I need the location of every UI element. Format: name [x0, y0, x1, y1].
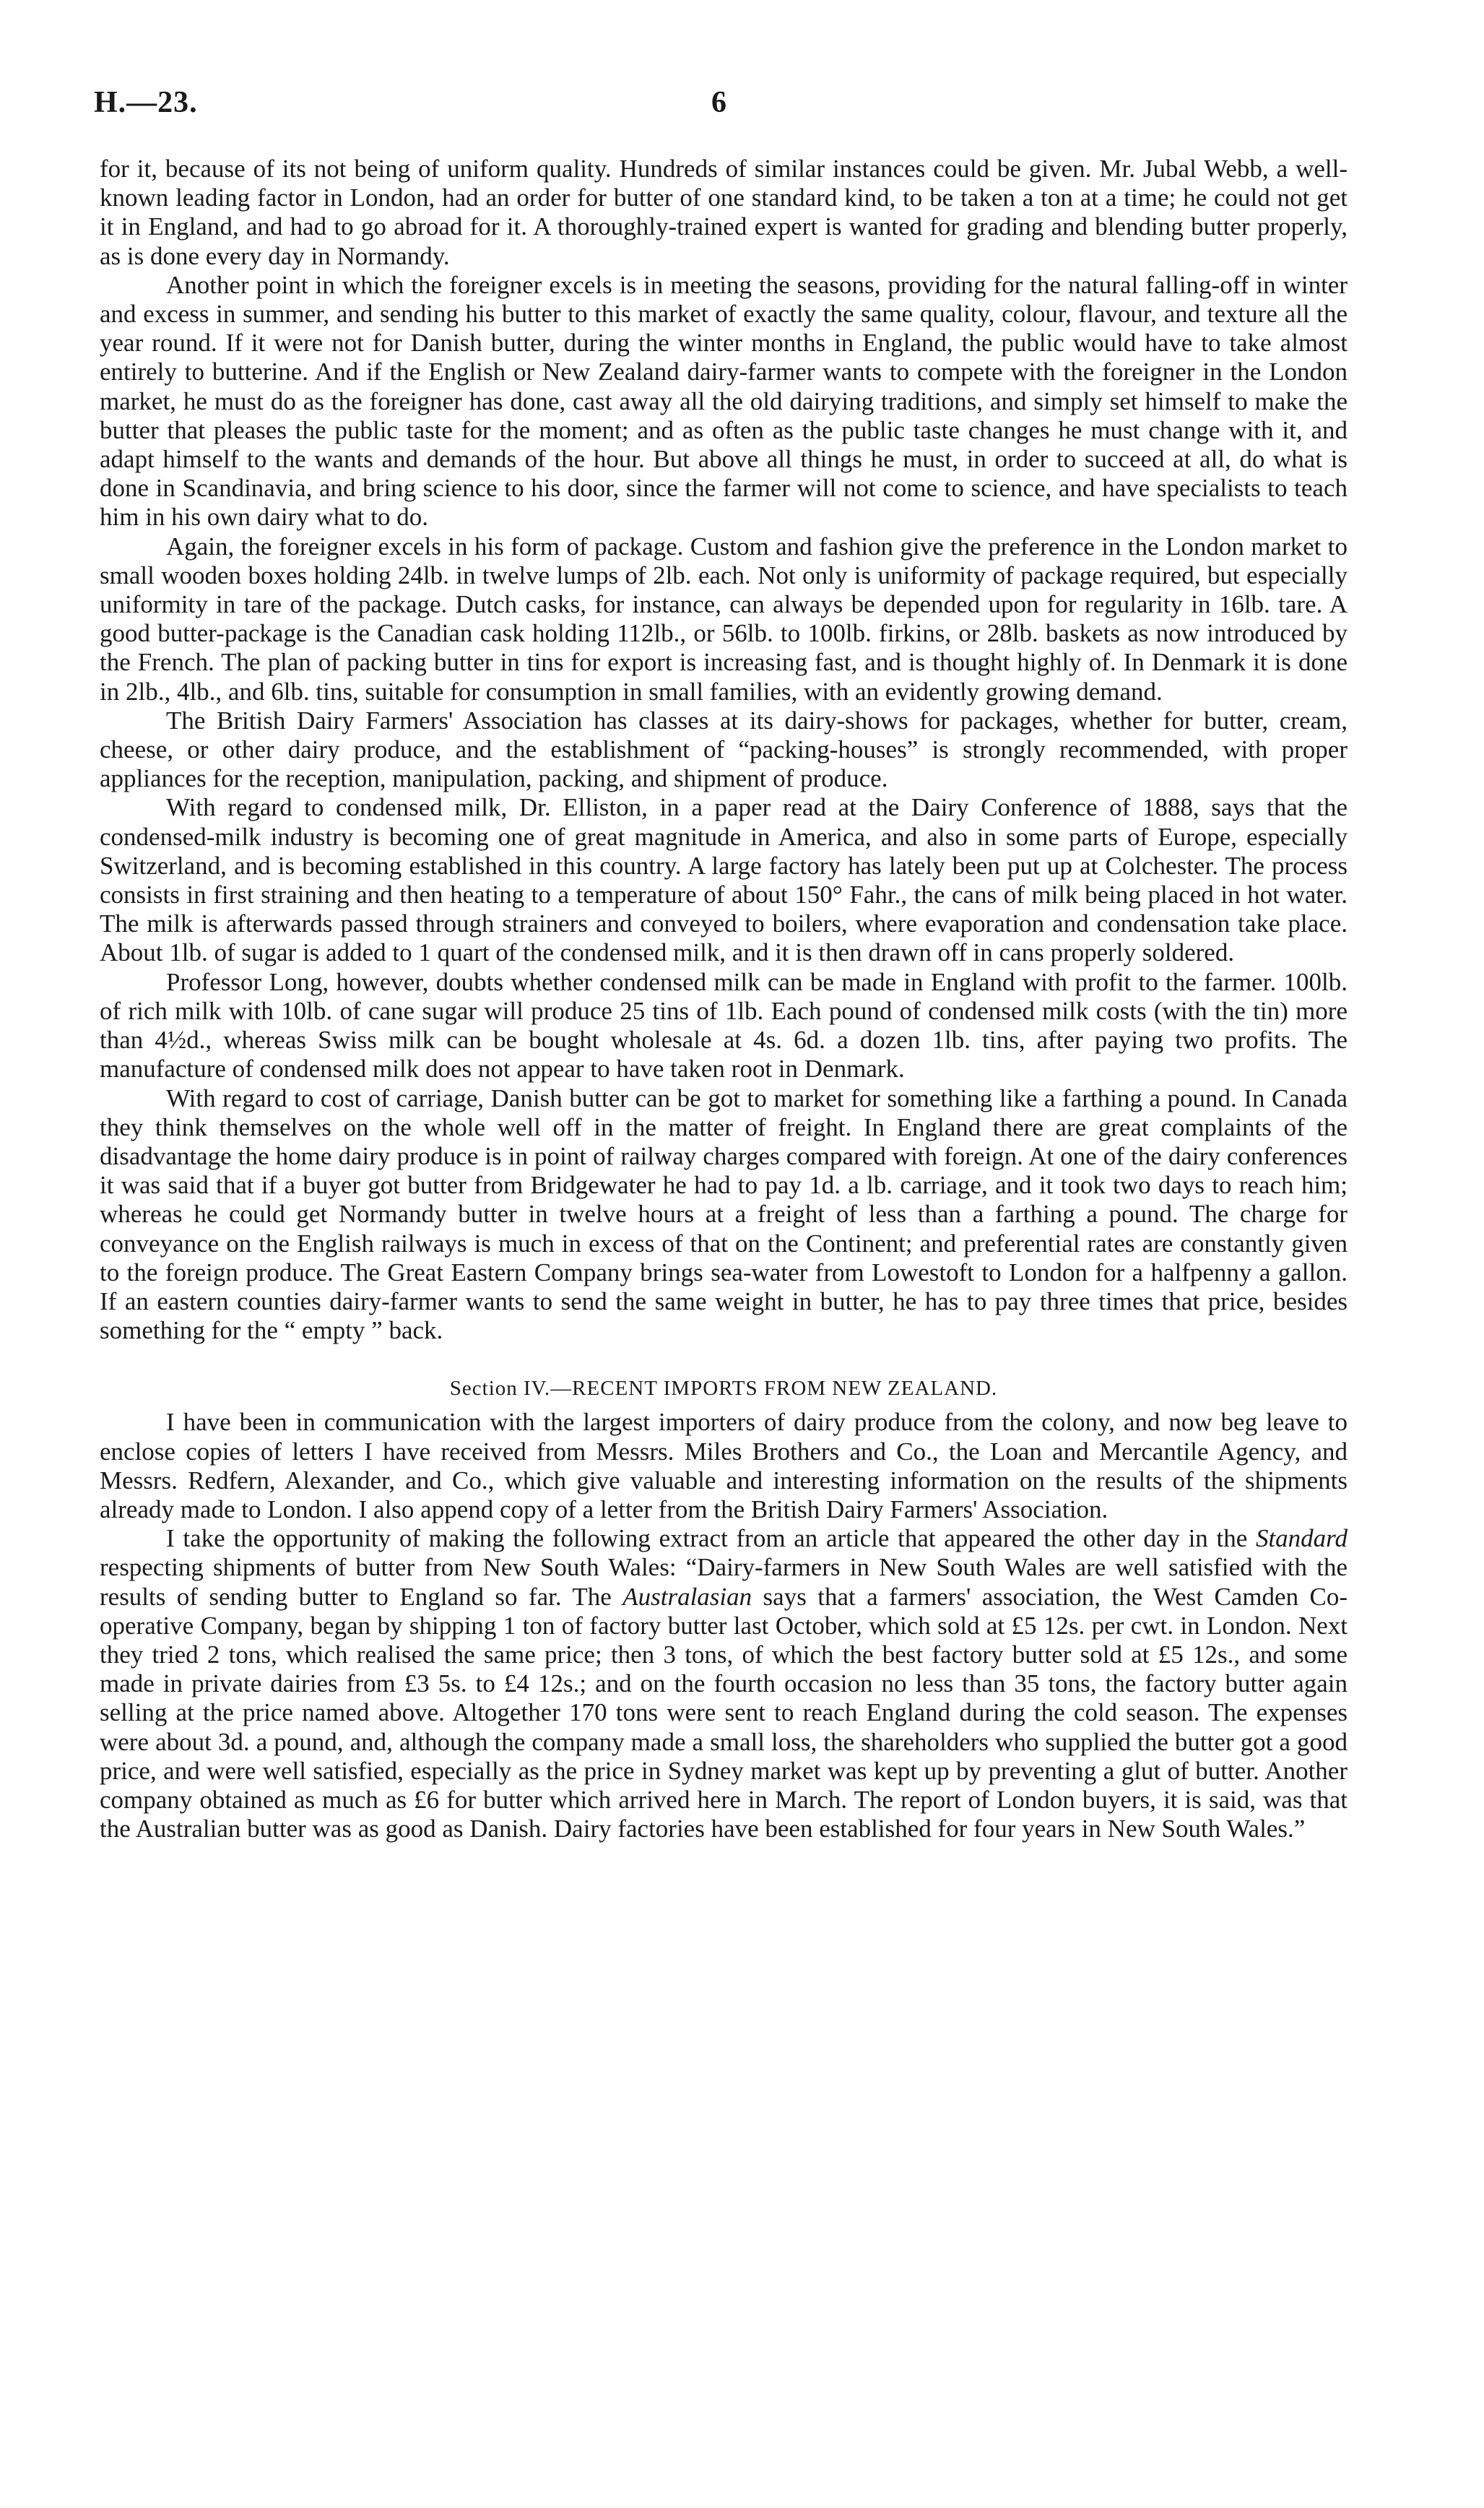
paragraph: Professor Long, however, doubts whether condensed milk can be made in England with profit to the farmer. 100lb. of rich milk with 10lb. of cane sugar will produce 25 tins of 1lb. Each pound of condensed milk costs (with the tin) more than 4½d., whereas Swiss milk can be bought wholesale at 4s. 6d. a dozen 1lb. tins, after paying two profits. The manufacture of condensed milk does not appear to have taken root in Denmark. [100, 967, 1348, 1084]
paragraph: I have been in communication with the largest importers of dairy produce from the colony, and now beg leave to enclose copies of letters I have received from Messrs. Miles Brothers and Co., the Loan and Mercantile Agency, and Messrs. Redfern, Alexander, and Co., which give valuable and interesting information on the results of the shipments already made to London. I also append copy of a letter from the British Dairy Farmers' Association. [100, 1408, 1348, 1523]
paragraph: With regard to condensed milk, Dr. Elliston, in a paper read at the Dairy Conference of 1888, says that the condensed-milk industry is becoming one of great magnitude in America, and also in some parts of Europe, especially Switzerland, and is becoming established in this country. A large factory has lately been put up at Colchester. The process consists in first straining and then heating to a temperature of about 150° Fahr., the cans of milk being placed in hot water. The milk is afterwards passed through strainers and conveyed to boilers, where evaporation and condensation take place. About 1lb. of sugar is added to 1 quart of the condensed milk, and it is then drawn off in cans properly soldered. [100, 793, 1348, 967]
page-body [100, 155, 1348, 1843]
paragraph: With regard to cost of carriage, Danish butter can be got to market for something like a farthing a pound. In Canada they think themselves on the whole well off in the matter of freight. In England there are great complaints of the disadvantage the home dairy produce is in point of railway charges compared with foreign. At one of the dairy conferences it was said that if a buyer got butter from Bridgewater he had to pay 1d. a lb. carriage, and it took two days to reach him; whereas he could get Normandy butter in twelve hours at a freight of less than a farthing a pound. The charge for conveyance on the English railways is much in excess of that on the Continent; and preferential rates are constantly given to the foreign produce. The Great Eastern Company brings sea-water from Lowestoft to London for a halfpenny a gallon. If an eastern counties dairy-farmer wants to send the same weight in butter, he has to pay three times that price, besides something for the “ empty ” back. [100, 1084, 1348, 1345]
newspaper-title: Australasian [622, 1582, 752, 1611]
newspaper-title: Standard [1255, 1524, 1348, 1553]
text-run: I take the opportunity of making the following extract from an article that appeared the other day in the [166, 1524, 1256, 1553]
paragraph [100, 1524, 1348, 1843]
text-run: says that a farmers' association, the West Camden Co-operative Company, began by shipping 1 ton of factory butter last October, which sold at £5 12s. per cwt. in London. Next they tried 2 tons, which realised the same price; then 3 tons, of which the best factory butter sold at £5 12s., and some made in private dairies from £3 5s. to £4 12s.; and on the fourth occasion no less than 35 tons, the factory butter again selling at the price named above. Altogether 170 tons were sent to reach England during the cold season. The expenses were about 3d. a pound, and, although the company made a small loss, the shareholders who supplied the butter got a good price, and were well satisfied, especially as the price in Sydney market was kept up by preventing a glut of butter. Another company obtained as much as £6 for butter which arrived here in March. The report of London buyers, it is said, was that the Australian butter was as good as Danish. Dairy factories have been established for four years in New South Wales.” [100, 1582, 1348, 1843]
paragraph: The British Dairy Farmers' Association has classes at its dairy-shows for packages, whether for butter, cream, cheese, or other dairy produce, and the establishment of “packing-houses” is strongly recommended, with proper appliances for the reception, manipulation, packing, and shipment of produce. [100, 706, 1348, 793]
section-title: —RECENT IMPORTS FROM NEW ZEALAND. [550, 1377, 998, 1401]
paragraph: Another point in which the foreigner excels is in meeting the seasons, providing for the natural falling-off in winter and excess in summer, and sending his butter to this market of exactly the same quality, colour, flavour, and texture all the year round. If it were not for Danish butter, during the winter months in England, the public would have to take almost entirely to butterine. And if the English or New Zealand dairy-farmer wants to compete with the foreigner in the London market, he must do as the foreigner has done, cast away all the old dairying traditions, and simply set himself to make the butter that pleases the public taste for the moment; and as often as the public taste changes he must change with it, and adapt himself to the wants and demands of the hour. But above all things he must, in order to succeed at all, do what is done in Scandinavia, and bring science to his door, since the farmer will not come to science, and have specialists to teach him in his own dairy what to do. [100, 270, 1348, 532]
document-reference: H.—23. [94, 86, 198, 119]
page-header [0, 85, 1484, 131]
section-heading [100, 1377, 1348, 1401]
text-run: respecting shipments of butter from New South Wales: “Dairy-farmers in New South Wales are well satisfied with the results of sending butter to England so far. The [100, 1553, 1348, 1611]
paragraph: for it, because of its not being of uniform quality. Hundreds of similar instances could be given. Mr. Jubal Webb, a well-known leading factor in London, had an order for butter of one standard kind, to be taken a ton at a time; he could not get it in England, and had to go abroad for it. A thoroughly-trained expert is wanted for grading and blending butter properly, as is done every day in Normandy. [100, 155, 1348, 270]
page-number: 6 [711, 86, 726, 119]
section-label: Section IV. [449, 1377, 551, 1401]
paragraph: Again, the foreigner excels in his form of package. Custom and fashion give the preference in the London market to small wooden boxes holding 24lb. in twelve lumps of 2lb. each. Not only is uniformity of package required, but especially uniformity in tare of the package. Dutch casks, for instance, can always be depended upon for regularity in 16lb. tare. A good butter-package is the Canadian cask holding 112lb., or 56lb. to 100lb. firkins, or 28lb. baskets as now introduced by the French. The plan of packing butter in tins for export is increasing fast, and is thought highly of. In Denmark it is done in 2lb., 4lb., and 6lb. tins, suitable for consumption in small families, with an evidently growing demand. [100, 532, 1348, 706]
